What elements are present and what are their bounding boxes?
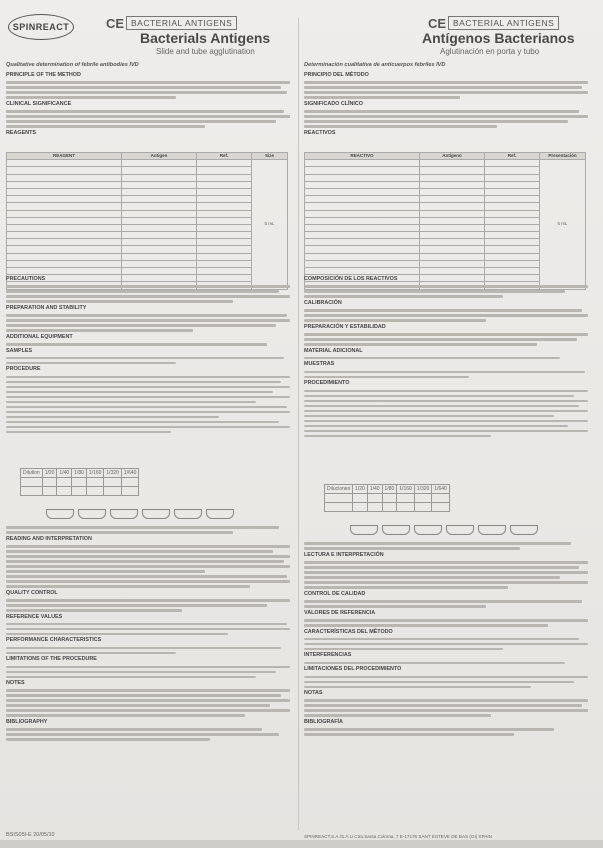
reagents-table — [6, 152, 288, 290]
table-row — [7, 246, 288, 253]
document-subtitle: Slide and tube agglutination — [156, 47, 255, 56]
section-heading: NOTES — [6, 680, 25, 687]
section-heading: READING AND INTERPRETATION — [6, 535, 92, 542]
intro-line: Determinación cualitativa de anticuerpos febriles IVD — [304, 62, 446, 68]
ce-mark: CE — [428, 16, 447, 31]
section-heading: MUESTRAS — [304, 361, 335, 368]
dilution-cell: 1/20 — [42, 469, 57, 478]
body-text-block — [6, 274, 290, 464]
document-subtitle: Aglutinación en porta y tubo — [440, 47, 540, 56]
section-heading: LIMITACIONES DEL PROCEDIMIENTO — [304, 666, 402, 673]
dilution-cell: 1/640 — [121, 469, 139, 478]
size-cell: 5 mL — [252, 160, 288, 289]
section-heading: REAGENTS — [6, 129, 36, 136]
col-header: Presentación — [540, 153, 586, 160]
table-row — [305, 160, 586, 167]
dilution-table — [20, 468, 139, 496]
table-row — [7, 203, 288, 210]
section-heading: SAMPLES — [6, 347, 33, 354]
intro-text-block — [304, 70, 588, 148]
dilution-label: Dilution — [21, 469, 43, 478]
section-heading: MATERIAL ADICIONAL — [304, 347, 363, 354]
section-heading: PRINCIPLE OF THE METHOD — [6, 72, 81, 78]
tube-icon — [446, 525, 474, 535]
section-heading: INTERFERENCIAS — [304, 652, 352, 659]
table-row — [7, 167, 288, 174]
tube-icon — [382, 525, 410, 535]
company-address: SPINREACT,S.A./S.A.U Ctra.Santa Coloma, 7 E-17176 SANT ESTEVE DE BAS (GI) SPAIN — [304, 834, 492, 839]
dilution-cell: 1/40 — [367, 485, 382, 494]
table-row — [7, 196, 288, 203]
dilution-cell: 1/640 — [432, 485, 450, 494]
dilution-cell: 1/20 — [353, 485, 368, 494]
tube-diagram — [350, 522, 542, 532]
dilution-label: Diluciones — [325, 485, 353, 494]
category-tag: BACTERIAL ANTIGENS — [448, 16, 559, 30]
section-heading: BIBLIOGRAPHY — [6, 719, 48, 725]
dilution-cell: 1/40 — [57, 469, 72, 478]
category-tag: BACTERIAL ANTIGENS — [126, 16, 237, 30]
body-text-block-2 — [304, 540, 588, 830]
section-heading: PREPARATION AND STABILITY — [6, 304, 87, 311]
table-row — [7, 253, 288, 260]
section-heading: PERFORMANCE CHARACTERISTICS — [6, 637, 102, 644]
section-heading: CARACTERÍSTICAS DEL MÉTODO — [304, 628, 393, 635]
table-row — [7, 188, 288, 195]
table-row — [7, 232, 288, 239]
section-heading: REACTIVOS — [304, 129, 336, 136]
section-heading: PROCEDIMIENTO — [304, 380, 350, 387]
dilution-cell: 1/160 — [397, 485, 415, 494]
dilution-table — [324, 484, 450, 512]
table-row — [7, 224, 288, 231]
bottom-edge — [0, 840, 603, 848]
section-heading: LIMITATIONS OF THE PROCEDURE — [6, 656, 97, 663]
col-header: Antígeno — [420, 153, 485, 160]
ce-mark: CE — [106, 16, 125, 31]
column-divider — [298, 18, 299, 830]
col-header: REAGENT — [7, 153, 122, 160]
section-heading: PREPARACIÓN Y ESTABILIDAD — [304, 323, 386, 330]
tube-icon — [350, 525, 378, 535]
spinreact-logo: SPINREACT — [8, 14, 74, 40]
table-row — [7, 181, 288, 188]
table-row — [7, 260, 288, 267]
section-heading: PRECAUTIONS — [6, 276, 46, 282]
tube-icon — [510, 525, 538, 535]
english-column — [6, 6, 292, 844]
spanish-column — [304, 6, 590, 844]
size-cell: 5 mL — [540, 160, 586, 289]
section-heading: BIBLIOGRAFÍA — [304, 718, 343, 725]
dilution-cell: 1/160 — [86, 469, 104, 478]
table-row — [7, 217, 288, 224]
section-heading: CONTROL DE CALIDAD — [304, 590, 366, 597]
body-text-block — [304, 274, 588, 480]
tube-icon — [206, 509, 234, 519]
document-title: Antígenos Bacterianos — [422, 30, 575, 46]
section-heading: PROCEDURE — [6, 366, 41, 373]
col-header: Antigen — [122, 153, 197, 160]
tube-icon — [142, 509, 170, 519]
tube-icon — [110, 509, 138, 519]
dilution-cell: 1/80 — [72, 469, 87, 478]
tube-icon — [414, 525, 442, 535]
section-heading: VALORES DE REFERENCIA — [304, 609, 376, 616]
section-heading: CALIBRACIÓN — [304, 299, 342, 306]
table-row — [7, 174, 288, 181]
dilution-cell: 1/320 — [414, 485, 432, 494]
section-heading: ADDITIONAL EQUIPMENT — [6, 333, 73, 340]
section-heading: NOTAS — [304, 690, 323, 697]
table-row — [7, 210, 288, 217]
section-heading: SIGNIFICADO CLÍNICO — [304, 100, 363, 107]
table-row — [7, 160, 288, 167]
col-header: Ref. — [197, 153, 252, 160]
tube-icon — [478, 525, 506, 535]
tube-icon — [46, 509, 74, 519]
intro-text-block — [6, 70, 290, 148]
dilution-cell: 1/80 — [382, 485, 397, 494]
col-header: Size — [252, 153, 288, 160]
tube-icon — [174, 509, 202, 519]
section-heading: CLINICAL SIGNIFICANCE — [6, 100, 72, 107]
section-heading: REFERENCE VALUES — [6, 613, 63, 620]
table-row — [7, 239, 288, 246]
col-header: REACTIVO — [305, 153, 420, 160]
document-title: Bacterials Antigens — [140, 30, 271, 46]
section-heading: QUALITY CONTROL — [6, 589, 58, 596]
section-heading: COMPOSICIÓN DE LOS REACTIVOS — [304, 276, 398, 282]
dilution-cell: 1/320 — [104, 469, 122, 478]
section-heading: PRINCIPIO DEL MÉTODO — [304, 72, 369, 78]
document-code: BSIS05I-E 20/05/10 — [6, 832, 55, 838]
reagents-table — [304, 152, 586, 290]
col-header: Ref. — [485, 153, 540, 160]
section-heading: LECTURA E INTERPRETACIÓN — [304, 551, 384, 558]
tube-icon — [78, 509, 106, 519]
body-text-block-2 — [6, 524, 290, 834]
tube-diagram — [46, 506, 238, 516]
intro-line: Qualitative determination of febrile antibodies IVD — [6, 62, 139, 68]
